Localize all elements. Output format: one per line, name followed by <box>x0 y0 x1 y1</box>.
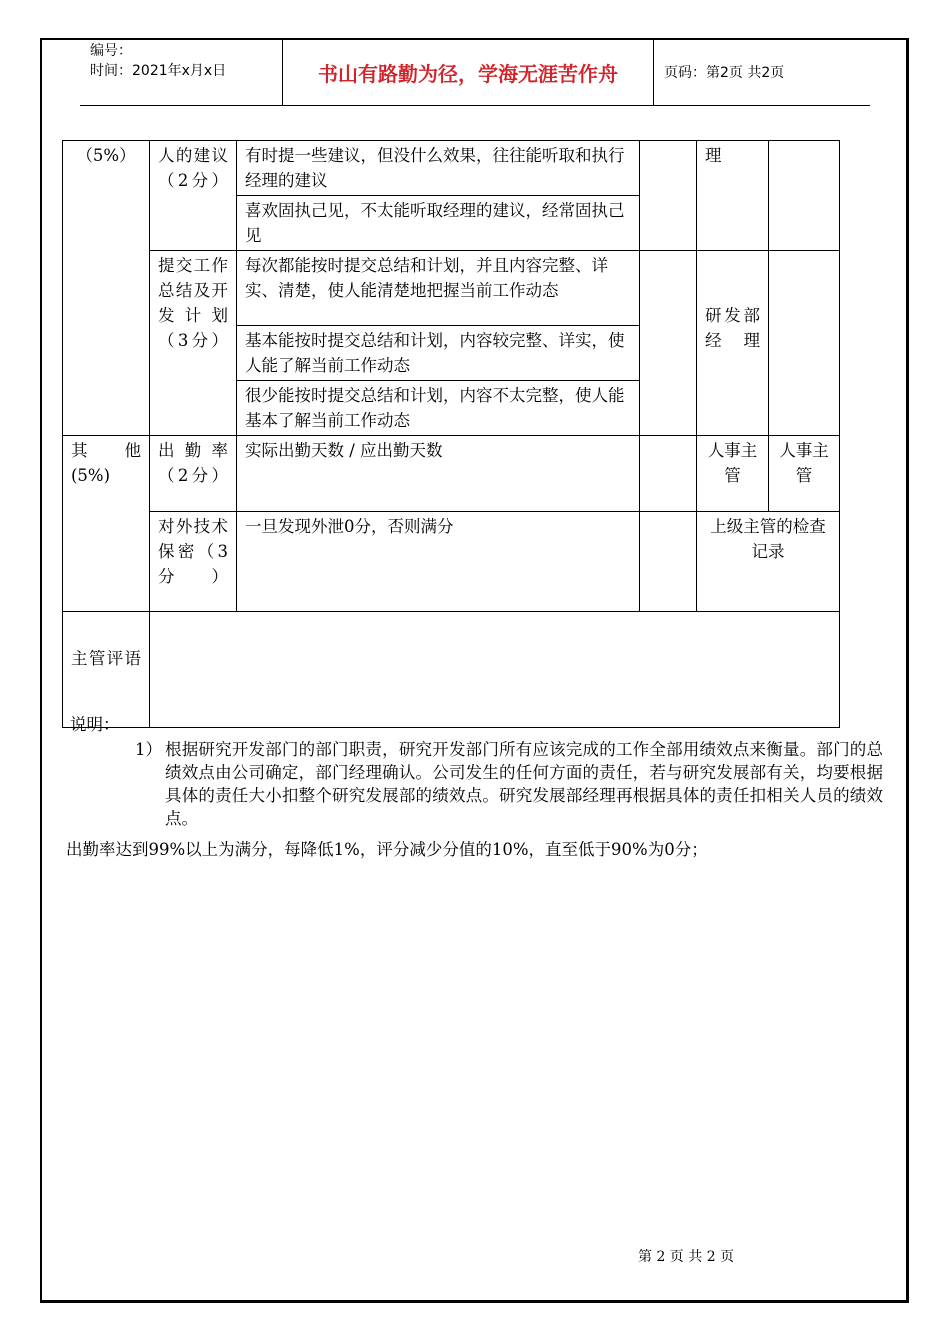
secret-source: 上级主管的检查记录 <box>697 512 840 612</box>
note-item1: 根据研究开发部门的部门职责，研究开发部门所有应该完成的工作全部用绩效点来衡量。部门的总绩效点由公司确定，部门经理确认。公司发生的任何方面的责任，若与研究发展部有关，均要根据具体的责任大小扣整个研究发展部的绩效点。研究发展部经理再根据具体的责任扣相关人员的绩效点。 <box>165 740 883 828</box>
header-meta <box>80 38 282 106</box>
group1-weight-cell <box>63 141 150 436</box>
notes-title: 说明： <box>70 715 120 734</box>
note-item1-number: 1） <box>135 740 162 759</box>
suggestion-criterion-1: 有时提一些建议，但没什么效果，往往能听取和执行经理的建议 <box>237 141 640 196</box>
plan-criterion-1: 每次都能按时提交总结和计划，并且内容完整、详实、清楚，使人能清楚地把握当前工作动态 <box>237 251 640 326</box>
secret-score-cell[interactable] <box>640 512 697 612</box>
header-motto: 书山有路勤为径，学海无涯苦作舟 <box>282 38 654 106</box>
evaluation-table <box>62 140 840 728</box>
attendance-score-cell[interactable] <box>640 436 697 512</box>
suggestion-criterion-2: 喜欢固执己见，不太能听取经理的建议，经常固执己见 <box>237 196 640 251</box>
header-page-code: 页码：第2页 共2页 <box>664 65 785 81</box>
attendance-assessor: 人事主管 <box>697 436 769 512</box>
plan-criterion-2: 基本能按时提交总结和计划，内容较完整、详实，使人能了解当前工作动态 <box>237 326 640 381</box>
comment-label: 主管评语 <box>63 612 150 728</box>
item-suggestion: 人的建议（2分） <box>150 141 237 251</box>
page-header <box>80 38 870 106</box>
item-plan: 提交工作总结及开发计划（3分） <box>150 251 237 436</box>
plan-source-cell <box>769 251 840 436</box>
suggestion-score-cell[interactable] <box>640 141 697 251</box>
item-secret: 对外技术保密（3分） <box>150 512 237 612</box>
doc-number-label: 编号： <box>90 43 132 59</box>
group2-name: 其他 <box>71 441 141 460</box>
suggestion-source-cell <box>769 141 840 251</box>
footer-page-number: 第 2 页 共 2 页 <box>638 1249 735 1265</box>
group1-weight: （5%） <box>76 146 136 165</box>
item-attendance: 出勤率（2分） <box>150 436 237 512</box>
group2-weight: (5%) <box>71 466 111 485</box>
attendance-rule: 出勤率达到99%以上为满分，每降低1%，评分减少分值的10%，直至低于90%为0分； <box>66 840 708 859</box>
group2-cell <box>63 436 150 612</box>
doc-time-label: 时间：2021年x月x日 <box>90 63 227 79</box>
plan-score-cell[interactable] <box>640 251 697 436</box>
suggestion-assessor: 理 <box>697 141 769 251</box>
secret-criterion: 一旦发现外泄0分，否则满分 <box>237 512 640 612</box>
attendance-source: 人事主管 <box>769 436 840 512</box>
plan-assessor: 研发部经理 <box>697 251 769 436</box>
comment-field[interactable] <box>150 612 840 728</box>
attendance-criterion: 实际出勤天数 / 应出勤天数 <box>237 436 640 512</box>
plan-criterion-3: 很少能按时提交总结和计划，内容不太完整，使人能基本了解当前工作动态 <box>237 381 640 436</box>
